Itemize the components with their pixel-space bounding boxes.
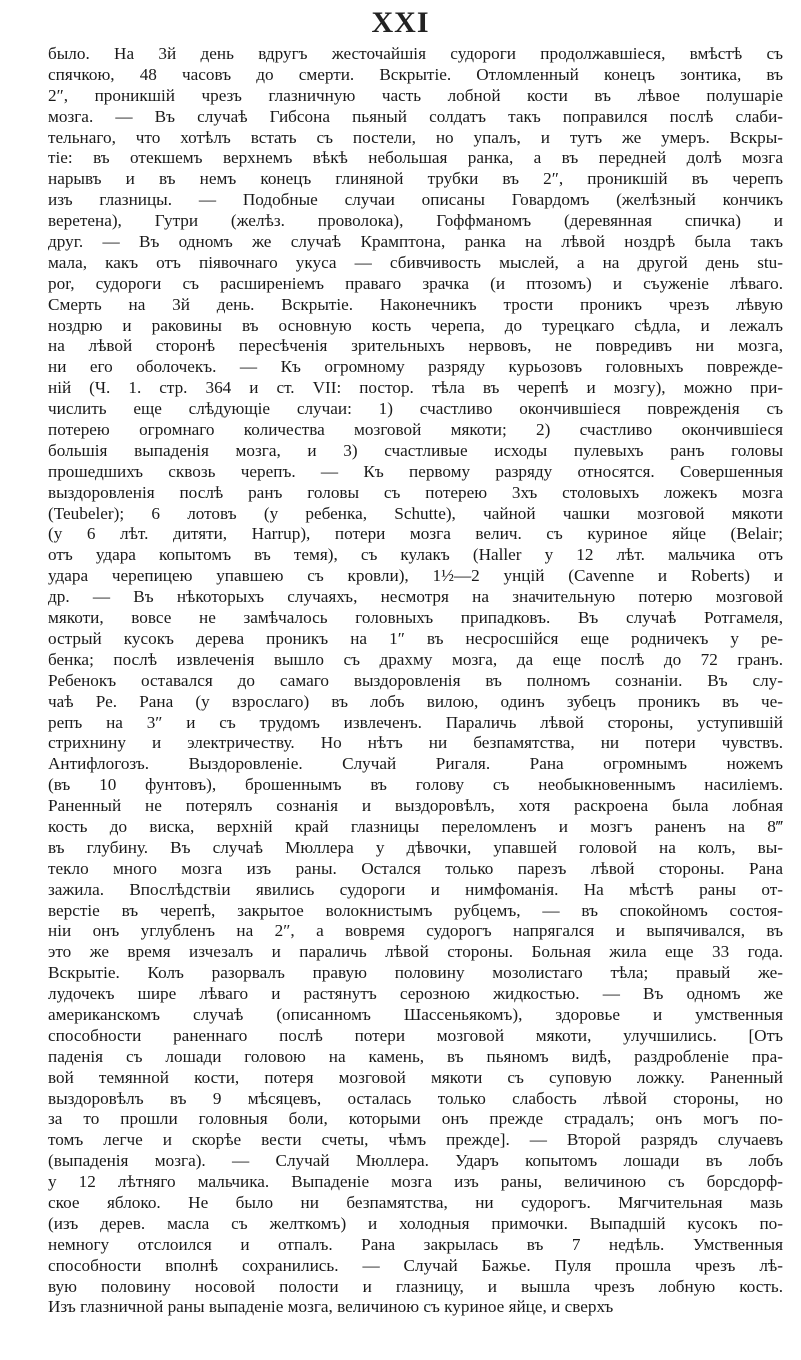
text-line: 2″, проникшій чрезъ глазничную часть лобной кости въ лѣвое полушаріе <box>48 85 783 105</box>
text-line: Ребенокъ оставался до самаго выздоровленія въ полномъ сознаніи. Въ слу- <box>48 670 783 690</box>
text-line: (выпаденія мозга). — Случай Мюллера. Ударъ копытомъ лошади въ лобъ <box>48 1151 783 1171</box>
text-line: Антифлогозъ. Выздоровленіе. Случай Ригаля. Рана огромнымъ ножемъ <box>48 754 783 774</box>
text-line: ское яблоко. Не было ни безпамятства, ни судорогъ. Мягчительная мазь <box>48 1192 783 1212</box>
text-line: изъ глазницы. — Подобные случаи описаны Говардомъ (желѣзный кончикъ <box>48 190 783 210</box>
text-line: репъ на 3″ и съ трудомъ извлеченъ. Параличь лѣвой стороны, уступившій <box>48 712 783 732</box>
text-line: выздоровѣлъ въ 9 мѣсяцевъ, осталась только слабость лѣвой стороны, но <box>48 1088 783 1108</box>
text-line: кость до виска, верхній край глазницы переломленъ и мозгъ раненъ на 8‴ <box>48 816 783 836</box>
text-line: Раненный не потерялъ сознанія и выздоровѣлъ, хотя раскроена была лобная <box>48 796 783 816</box>
text-line: томъ легче и скорѣе вести счеты, чѣмъ прежде]. — Второй разрядъ случаевъ <box>48 1130 783 1150</box>
text-line: (изъ дерев. масла съ желткомъ) и холодныя примочки. Выпадшій кусокъ по- <box>48 1213 783 1233</box>
text-line: удара черепицею упавшею съ кровли), 1½—2 унцій (Cavenne и Roberts) и <box>48 566 783 586</box>
text-line: текло много мозга изъ раны. Остался только парезъ лѣвой стороны. Рана <box>48 858 783 878</box>
text-line: por, судороги съ расширеніемъ праваго зрачка (и птозомъ) и съуженіе лѣваго. <box>48 273 783 293</box>
text-line: вую половину носовой полости и глазницу, и вышла чрезъ лобную кость. <box>48 1276 783 1296</box>
text-line: потерею огромнаго количества мозговой мякоти; 2) счастливо окончившіеся <box>48 420 783 440</box>
text-line: (Teubeler); 6 лотовъ (у ребенка, Schutte), чайной чашки мозговой мякоти <box>48 503 783 523</box>
text-line: это же время изчезалъ и параличь лѣвой стороны. Больная жила еще 33 года. <box>48 942 783 962</box>
text-line: на лѣвой сторонѣ пересѣченія зрительныхъ нервовъ, не повредивъ ни мозга, <box>48 336 783 356</box>
text-line: способности раненнаго послѣ потери мозговой мякоти, улучшились. [Отъ <box>48 1025 783 1045</box>
text-line: вой темянной кости, потеря мозговой мякоти съ суповую ложку. Раненный <box>48 1067 783 1087</box>
text-line: ній (Ч. 1. стр. 364 и ст. VII: постор. тѣла въ черепѣ и мозгу), можно при- <box>48 378 783 398</box>
text-line: верстіе въ черепѣ, закрытое волокнистымъ рубцемъ, — въ спокойномъ состоя- <box>48 900 783 920</box>
text-line: паденія съ лошади головою на камень, въ пьяномъ видѣ, раздробленіе пра- <box>48 1046 783 1066</box>
text-line: ноздрю и раковины въ основную кость черепа, до турецкаго сѣдла, и лежалъ <box>48 315 783 335</box>
text-line: ніи онъ углубленъ на 2″, а вовремя судорогъ напрягался и выпячивался, въ <box>48 921 783 941</box>
text-line: спячкою, 48 часовъ до смерти. Вскрытіе. Отломленный конецъ зонтика, въ <box>48 64 783 84</box>
text-line: веретена), Гутри (желѣз. проволока), Гоффманомъ (деревянная спичка) и <box>48 211 783 231</box>
text-line: немногу отслоился и отпалъ. Рана закрылась въ 7 недѣль. Умственныя <box>48 1234 783 1254</box>
text-line: въ глубину. Въ случаѣ Мюллера у дѣвочки, упавшей головой на колъ, вы- <box>48 837 783 857</box>
text-line: было. На 3й день вдругъ жесточайшія судороги продолжавшіеся, вмѣстѣ съ <box>48 44 783 63</box>
page-number: XXI <box>371 6 430 39</box>
text-line: ни его оболочекъ. — Къ огромному разряду курьозовъ головныхъ поврежде- <box>48 357 783 377</box>
text-line: острый кусокъ дерева проникъ на 1″ въ несросшійся еще родничекъ у ре- <box>48 628 783 648</box>
text-line: Вскрытіе. Колъ разорвалъ правую половину мозолистаго тѣла; правый же- <box>48 963 783 983</box>
text-line: мозга. — Въ случаѣ Гибсона пьяный солдатъ такъ поправился послѣ слаби- <box>48 106 783 126</box>
text-line: мякоти, вовсе не замѣчалось головныхъ припадковъ. Въ случаѣ Ротгамеля, <box>48 608 783 628</box>
text-line: мала, какъ отъ піявочнаго укуса — сбивчивость мыслей, а на другой день stu- <box>48 252 783 272</box>
text-line: за то прошли головныя боли, которыми онъ прежде страдалъ; онъ могъ по- <box>48 1109 783 1129</box>
text-line: лудочекъ шире лѣваго и растянутъ серозною жидкостью. — Въ одномъ же <box>48 984 783 1004</box>
text-line: американскомъ случаѣ (описанномъ Шассеньякомъ), здоровье и умственныя <box>48 1004 783 1024</box>
text-line: Смерть на 3й день. Вскрытіе. Наконечникъ трости проникъ чрезъ лѣвую <box>48 294 783 314</box>
text-line: бенка; послѣ извлеченія вышло съ драхму мозга, да еще послѣ до 72 гранъ. <box>48 649 783 669</box>
text-line: тельнаго, что хотѣлъ встать съ постели, но упалъ, и тутъ же умеръ. Вскры- <box>48 127 783 147</box>
text-line: у 12 лѣтняго мальчика. Выпаденіе мозга изъ раны, величиною съ борсдорф- <box>48 1172 783 1192</box>
text-line: способности вполнѣ сохранились. — Случай Бажье. Пуля прошла чрезъ лѣ- <box>48 1255 783 1275</box>
text-line: (въ 10 фунтовъ), брошеннымъ въ голову съ необыкновеннымъ насиліемъ. <box>48 775 783 795</box>
text-line: (у 6 лѣт. дитяти, Harrup), потери мозга велич. съ куриное яйце (Belair; <box>48 524 783 544</box>
text-line: друг. — Въ одномъ же случаѣ Крамптона, ранка на лѣвой ноздрѣ была такъ <box>48 232 783 252</box>
text-line: выздоровленія послѣ ранъ головы съ потерею 3хъ столовыхъ ложекъ мозга <box>48 482 783 502</box>
text-line: зажила. Впослѣдствіи явились судороги и нимфоманія. На мѣстѣ раны от- <box>48 879 783 899</box>
text-line: тіе: въ отекшемъ верхнемъ вѣкѣ небольшая ранка, а въ передней долѣ мозга <box>48 148 783 168</box>
text-line: Изъ глазничной раны выпаденіе мозга, величиною съ куриное яйце, и сверхъ <box>48 1297 614 1317</box>
text-line: стрихнину и электричеству. Но нѣтъ ни безпамятства, ни потери чувствъ. <box>48 733 783 753</box>
text-line: отъ удара копытомъ въ темя), съ кулакъ (Haller у 12 лѣт. мальчика отъ <box>48 545 783 565</box>
text-line: чаѣ Ре. Рана (у взрослаго) въ лобъ вилою, одинъ зубецъ проникъ въ че- <box>48 691 783 711</box>
text-line: нарывъ и въ немъ конецъ глиняной трубки въ 2″, проникшій въ черепъ <box>48 169 783 189</box>
body-text <box>48 44 783 1318</box>
text-line: большія выпаденія мозга, и 3) счастливые исходы пулевыхъ ранъ головы <box>48 440 783 460</box>
text-line: числить еще слѣдующіе случаи: 1) счастливо окончившіеся поврежденія съ <box>48 399 783 419</box>
text-line: прошедшихъ сквозь черепъ. — Къ первому разряду относятся. Совершенныя <box>48 461 783 481</box>
text-line: др. — Въ нѣкоторыхъ случаяхъ, несмотря на значительную потерю мозговой <box>48 587 783 607</box>
